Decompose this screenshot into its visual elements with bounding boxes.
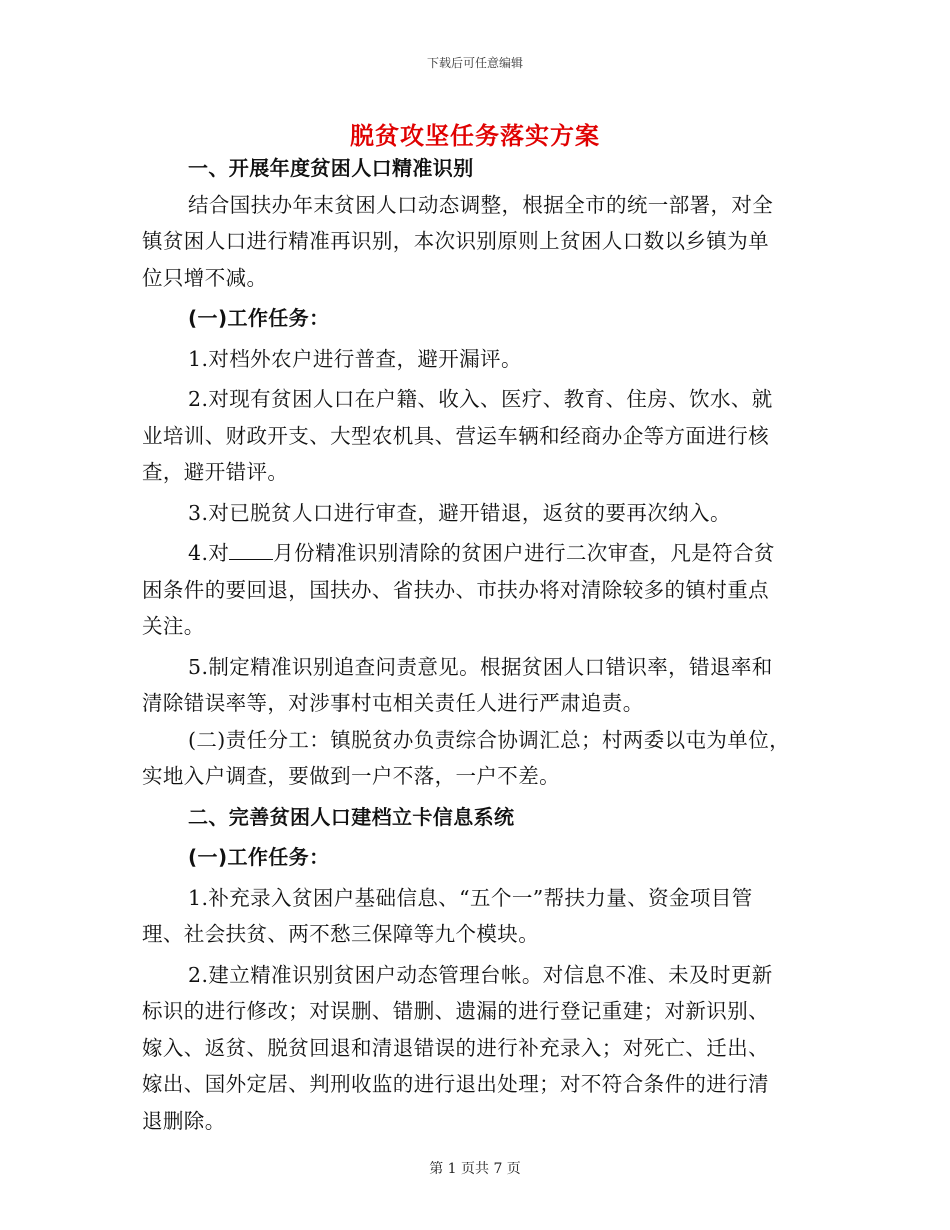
responsibility-paragraph: (二)责任分工：镇脱贫办负责综合协调汇总；村两委以屯为单位， bbox=[188, 727, 790, 752]
page-footer: 第 1 页共 7 页 bbox=[429, 1161, 521, 1177]
list-item-6: 1.补充录入贫困户基础信息、“五个一”帮扶力量、资金项目管 bbox=[188, 885, 753, 910]
section-heading-2: 二、完善贫困人口建档立卡信息系统 bbox=[188, 804, 515, 829]
paragraph-line: 退删除。 bbox=[142, 1108, 226, 1133]
list-item-2: 2.对现有贫困人口在户籍、收入、医疗、教育、住房、饮水、就 bbox=[188, 387, 773, 411]
paragraph-line: 镇贫困人口进行精准再识别，本次识别原则上贫困人口数以乡镇为单 bbox=[142, 229, 769, 253]
list-item-3: 3.对已脱贫人口进行审查，避开错退，返贫的要再次纳入。 bbox=[188, 500, 731, 525]
list-item-4-prefix: 4.对 bbox=[188, 541, 230, 565]
paragraph-line: 结合国扶办年末贫困人口动态调整，根据全市的统一部署，对全 bbox=[188, 192, 774, 217]
paragraph-line: 清除错误率等，对涉事村屯相关责任人进行严肃追责。 bbox=[142, 691, 644, 715]
paragraph-line: 困条件的要回退，国扶办、省扶办、市扶办将对清除较多的镇村重点 bbox=[142, 577, 769, 602]
document-title: 脱贫攻坚任务落实方案 bbox=[350, 122, 600, 150]
list-item-5: 5.制定精准识别追查问责意见。根据贫困人口错识率，错退率和 bbox=[188, 654, 773, 679]
paragraph-line: 查，避开错评。 bbox=[142, 460, 289, 484]
list-item-1: 1.对档外农户进行普查，避开漏评。 bbox=[188, 346, 522, 371]
paragraph-line: 实地入户调查，要做到一户不落，一户不差。 bbox=[142, 764, 560, 788]
paragraph-line: 嫁出、国外定居、判刑收监的进行退出处理；对不符合条件的进行清 bbox=[142, 1072, 769, 1096]
paragraph-line: 位只增不减。 bbox=[142, 265, 268, 290]
subsection-heading-tasks-2: (一)工作任务： bbox=[188, 845, 330, 869]
paragraph-line: 业培训、财政开支、大型农机具、营运车辆和经商办企等方面进行核 bbox=[142, 423, 769, 448]
paragraph-line: 关注。 bbox=[142, 614, 205, 638]
list-item-4 bbox=[142, 535, 810, 572]
document-body bbox=[142, 150, 810, 1139]
subsection-heading-tasks-1: (一)工作任务： bbox=[188, 306, 330, 330]
list-item-7: 2.建立精准识别贫困户动态管理台帐。对信息不准、未及时更新 bbox=[188, 962, 773, 987]
fill-in-blank bbox=[229, 541, 273, 560]
header-note: 下载后可任意编辑 bbox=[426, 56, 523, 70]
list-item-4-text: 月份精准识别清除的贫困户进行二次审查，凡是符合贫 bbox=[273, 541, 775, 565]
paragraph-line: 嫁入、返贫、脱贫回退和清退错误的进行补充录入；对死亡、迁出、 bbox=[142, 1035, 769, 1060]
paragraph-line: 标识的进行修改；对误删、错删、遗漏的进行登记重建；对新识别、 bbox=[142, 999, 769, 1023]
section-heading-1: 一、开展年度贫困人口精准识别 bbox=[188, 156, 474, 180]
paragraph-line: 理、社会扶贫、两不愁三保障等九个模块。 bbox=[142, 922, 540, 946]
